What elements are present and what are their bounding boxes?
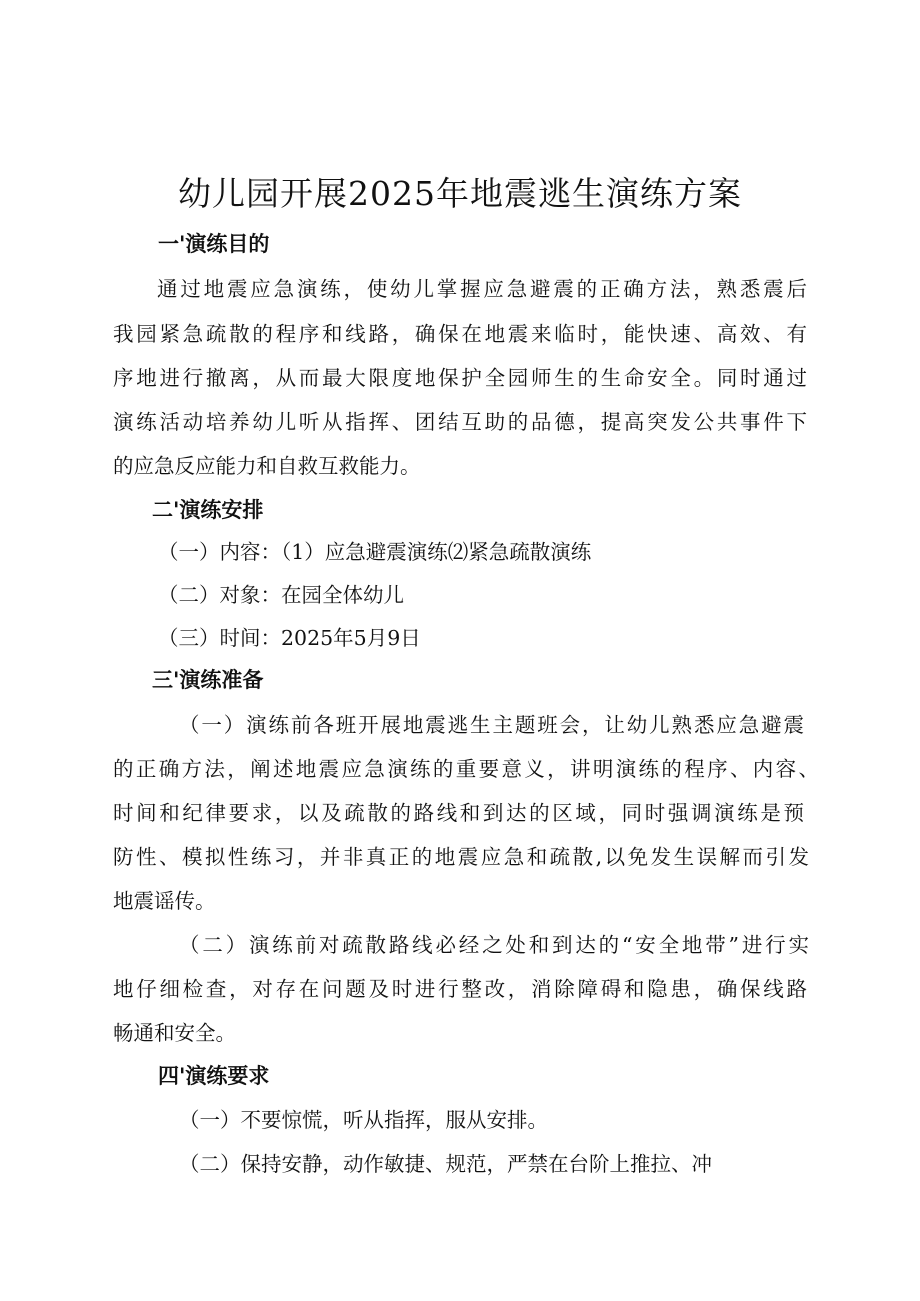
section-3-para-2-line-2: 地仔细检查，对存在问题及时进行整改，消除障碍和隐患，确保线路 — [113, 977, 807, 1001]
section-2-item-3: （三）时间：2025年5月9日 — [158, 626, 421, 650]
section-1-heading: 一'演练目的 — [158, 232, 270, 256]
section-3-para-1-line-5: 地震谣传。 — [113, 889, 216, 913]
section-3-heading: 三'演练准备 — [152, 668, 264, 692]
section-3-para-1-line-2: 的正确方法，阐述地震应急演练的重要意义，讲明演练的程序、内容、 — [113, 757, 819, 781]
section-1-line-2: 我园紧急疏散的程序和线路，确保在地震来临时，能快速、高效、有 — [113, 322, 807, 346]
section-2-heading: 二'演练安排 — [152, 498, 264, 522]
section-1-line-4: 演练活动培养幼儿听从指挥、团结互助的品德，提高突发公共事件下 — [113, 410, 807, 434]
section-4-heading: 四'演练要求 — [158, 1064, 270, 1088]
section-3-para-1-line-1: （一）演练前各班开展地震逃生主题班会，让幼儿熟悉应急避震 — [179, 713, 804, 737]
section-3-para-1-line-3: 时间和纪律要求，以及疏散的路线和到达的区域，同时强调演练是预 — [113, 801, 804, 825]
section-4-item-2: （二）保持安静，动作敏捷、规范，严禁在台阶上推拉、冲 — [179, 1152, 712, 1176]
section-1-line-3: 序地进行撤离，从而最大限度地保护全园师生的生命安全。同时通过 — [113, 366, 807, 390]
section-3-para-2-line-3: 畅通和安全。 — [113, 1021, 236, 1045]
section-1-line-5: 的应急反应能力和自救互救能力。 — [113, 454, 421, 478]
section-2-item-1: （一）内容：（1）应急避震演练⑵紧急疏散演练 — [158, 540, 592, 564]
section-4-item-1: （一）不要惊慌，听从指挥，服从安排。 — [179, 1108, 548, 1132]
section-3-para-1-line-4: 防性、模拟性练习，并非真正的地震应急和疏散,以免发生误解而引发 — [113, 845, 809, 869]
section-3-para-2-line-1: （二）演练前对疏散路线必经之处和到达的“安全地带”进行实 — [179, 933, 809, 957]
document-title: 幼儿园开展2025年地震逃生演练方案 — [178, 174, 742, 213]
section-1-line-1: 通过地震应急演练，使幼儿掌握应急避震的正确方法，熟悉震后 — [157, 277, 807, 301]
section-2-item-2: （二）对象：在园全体幼儿 — [158, 583, 404, 607]
